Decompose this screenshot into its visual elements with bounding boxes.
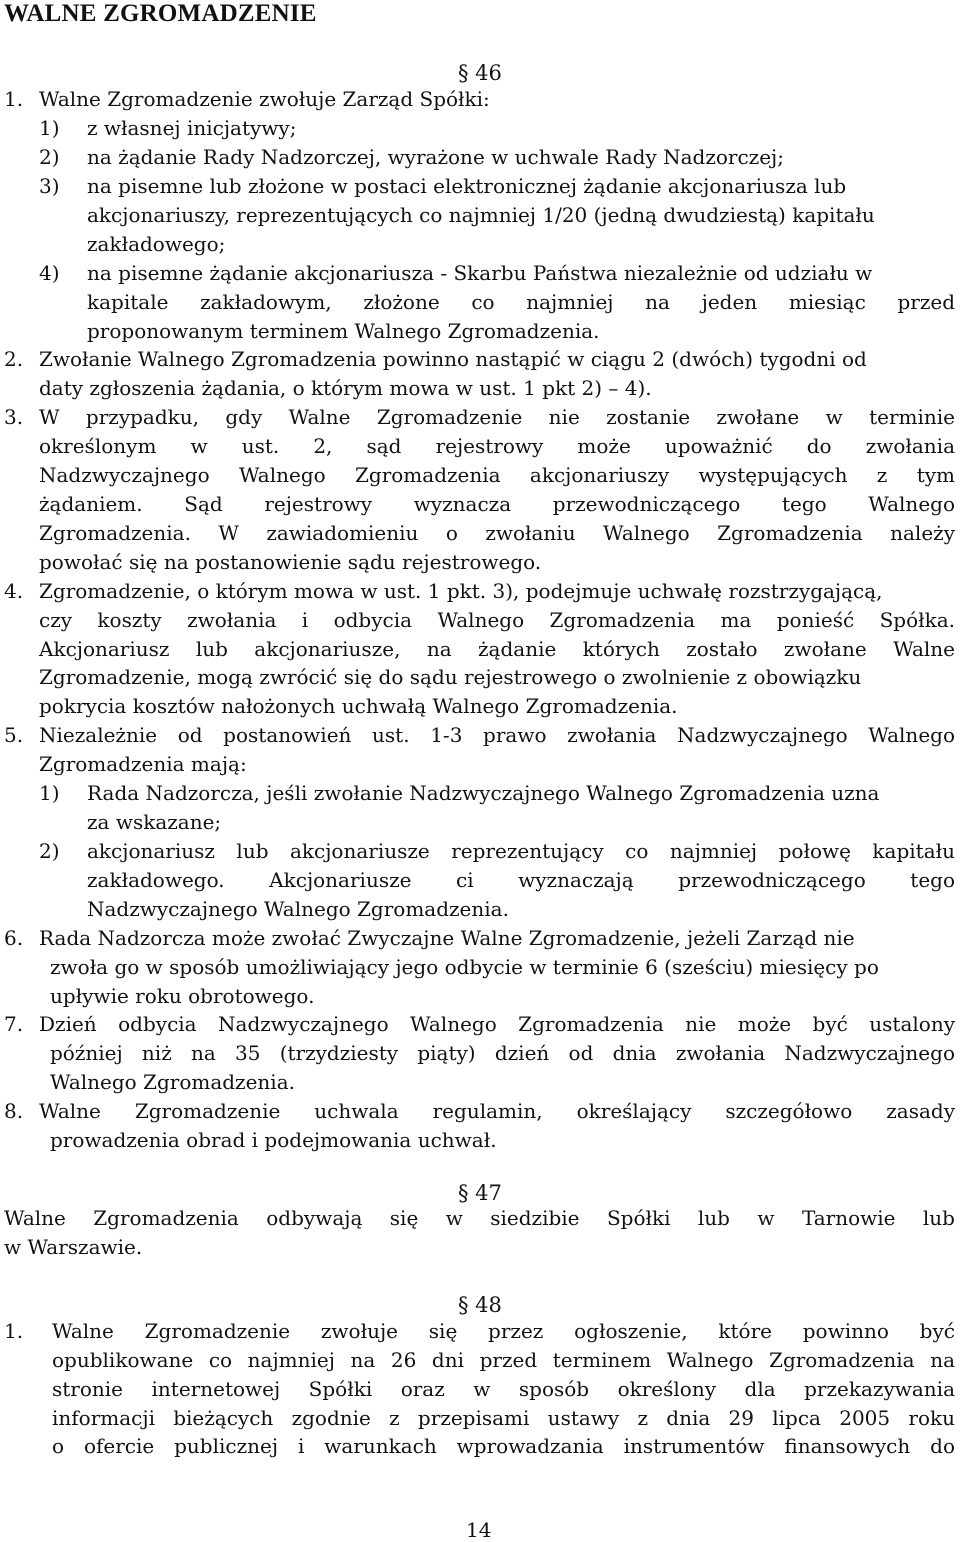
item-number: 1.: [4, 87, 24, 111]
item-number: 8.: [4, 1099, 24, 1123]
line-text: za wskazane;: [87, 810, 222, 834]
section-mark-48: § 48: [458, 1293, 502, 1317]
page-title: WALNE ZGROMADZENIE: [4, 0, 317, 27]
line-text: akcjonariuszy, reprezentujących co najmniej 1/20 (jedną dwudziestą) kapitału: [87, 203, 875, 227]
line-text: daty zgłoszenia żądania, o którym mowa w ust. 1 pkt 2) – 4).: [39, 376, 652, 400]
line-text: Walnego Zgromadzenia.: [50, 1070, 295, 1094]
line-text: Nadzwyczajnego Walnego Zgromadzenia.: [87, 897, 509, 921]
line-text: zwoła go w sposób umożliwiający jego odbycie w terminie 6 (sześciu) miesięcy po: [50, 955, 879, 979]
item-number: 7.: [4, 1012, 24, 1036]
section-mark-46: § 46: [458, 61, 502, 85]
line-text: Walne Zgromadzenie zwołuje się przez ogłoszenie, które powinno być: [52, 1319, 955, 1343]
line-text: zakładowego. Akcjonariusze ci wyznaczają przewodniczącego tego: [87, 868, 955, 892]
line-text: Rada Nadzorcza może zwołać Zwyczajne Walne Zgromadzenie, jeżeli Zarząd nie: [39, 926, 855, 950]
line-text: na pisemne lub złożone w postaci elektronicznej żądanie akcjonariusza lub: [87, 174, 847, 198]
item-number: 2): [39, 145, 60, 169]
item-number: 4.: [4, 579, 24, 603]
item-number: 6.: [4, 926, 24, 950]
line-text: Walne Zgromadzenie zwołuje Zarząd Spółki:: [39, 87, 490, 111]
line-text: Walne Zgromadzenia odbywają się w siedzibie Spółki lub w Tarnowie lub: [4, 1206, 955, 1230]
line-text: Zgromadzenia mają:: [39, 752, 247, 776]
line-text: żądaniem. Sąd rejestrowy wyznacza przewodniczącego tego Walnego: [39, 492, 955, 516]
item-number: 3): [39, 174, 60, 198]
line-text: informacji bieżących zgodnie z przepisami ustawy z dnia 29 lipca 2005 roku: [52, 1406, 955, 1430]
line-text: powołać się na postanowienie sądu rejestrowego.: [39, 550, 542, 574]
line-text: Zgromadzenie, o którym mowa w ust. 1 pkt. 3), podejmuje uchwałę rozstrzygającą,: [39, 579, 883, 603]
item-number: 2.: [4, 347, 24, 371]
item-number: 1.: [4, 1319, 24, 1343]
line-text: kapitale zakładowym, złożone co najmniej na jeden miesiąc przed: [87, 290, 955, 314]
line-text: na żądanie Rady Nadzorczej, wyrażone w uchwale Rady Nadzorczej;: [87, 145, 784, 169]
item-number: 1): [39, 116, 60, 140]
line-text: opublikowane co najmniej na 26 dni przed terminem Walnego Zgromadzenia na: [52, 1348, 955, 1372]
line-text: o ofercie publicznej i warunkach wprowadzania instrumentów finansowych do: [52, 1434, 955, 1458]
item-number: 2): [39, 839, 60, 863]
line-text: później niż na 35 (trzydziesty piąty) dzień od dnia zwołania Nadzwyczajnego: [50, 1041, 955, 1065]
line-text: Dzień odbycia Nadzwyczajnego Walnego Zgromadzenia nie może być ustalony: [39, 1012, 955, 1036]
item-number: 3.: [4, 405, 24, 429]
line-text: Niezależnie od postanowień ust. 1-3 prawo zwołania Nadzwyczajnego Walnego: [39, 723, 955, 747]
line-text: na pisemne żądanie akcjonariusza - Skarbu Państwa niezależnie od udziału w: [87, 261, 873, 285]
item-number: 4): [39, 261, 60, 285]
line-text: stronie internetowej Spółki oraz w sposób określony dla przekazywania: [52, 1377, 955, 1401]
line-text: prowadzenia obrad i podejmowania uchwał.: [50, 1128, 497, 1152]
line-text: Zgromadzenie, mogą zwrócić się do sądu rejestrowego o zwolnienie z obowiązku: [39, 665, 862, 689]
line-text: Zwołanie Walnego Zgromadzenia powinno nastąpić w ciągu 2 (dwóch) tygodni od: [39, 347, 867, 371]
line-text: upływie roku obrotowego.: [50, 984, 315, 1008]
line-text: czy koszty zwołania i odbycia Walnego Zgromadzenia ma ponieść Spółka.: [39, 608, 955, 632]
line-text: w Warszawie.: [4, 1235, 143, 1259]
line-text: Zgromadzenia. W zawiadomieniu o zwołaniu Walnego Zgromadzenia należy: [39, 521, 955, 545]
line-text: Nadzwyczajnego Walnego Zgromadzenia akcjonariuszy występujących z tym: [39, 463, 955, 487]
line-text: W przypadku, gdy Walne Zgromadzenie nie zostanie zwołane w terminie: [39, 405, 955, 429]
line-text: Rada Nadzorcza, jeśli zwołanie Nadzwyczajnego Walnego Zgromadzenia uzna: [87, 781, 880, 805]
item-number: 5.: [4, 723, 24, 747]
line-text: zakładowego;: [87, 232, 226, 256]
line-text: określonym w ust. 2, sąd rejestrowy może upoważnić do zwołania: [39, 434, 955, 458]
line-text: akcjonariusz lub akcjonariusze reprezentujący co najmniej połowę kapitału: [87, 839, 955, 863]
line-text: Akcjonariusz lub akcjonariusze, na żądanie których zostało zwołane Walne: [39, 637, 955, 661]
item-number: 1): [39, 781, 60, 805]
line-text: proponowanym terminem Walnego Zgromadzenia.: [87, 319, 600, 343]
line-text: pokrycia kosztów nałożonych uchwałą Walnego Zgromadzenia.: [39, 694, 678, 718]
page-number: 14: [466, 1518, 492, 1542]
line-text: Walne Zgromadzenie uchwala regulamin, określający szczegółowo zasady: [39, 1099, 955, 1123]
line-text: z własnej inicjatywy;: [87, 116, 297, 140]
section-mark-47: § 47: [458, 1181, 502, 1205]
